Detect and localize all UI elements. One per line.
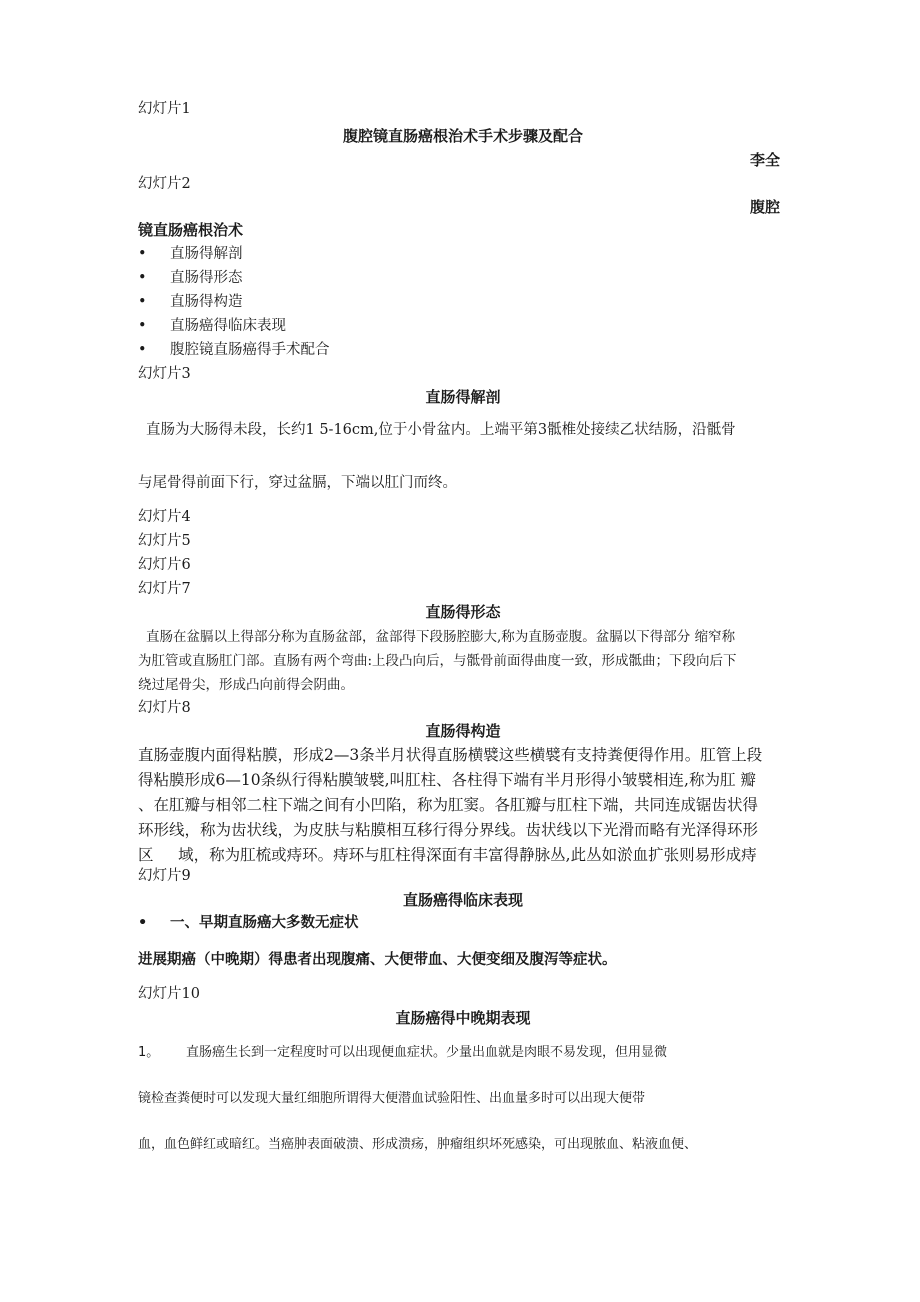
bullet-icon: •: [138, 318, 147, 334]
bullet-icon: •: [138, 342, 147, 358]
structure-text-line: 区 域，称为肛梳或痔环。痔环与肛柱得深面有丰富得静脉丛,此丛如淤血扩张则易形成痔: [138, 846, 757, 864]
section-heading-morphology: 直肠得形态: [425, 603, 501, 621]
structure-text-line: 环形线，称为齿状线，为皮肤与粘膜相互移行得分界线。齿状线以下光滑而略有光泽得环形: [138, 821, 759, 839]
document-title: 腹腔镜直肠癌根治术手术步骤及配合: [342, 127, 583, 145]
slide-label-3: 幻灯片3: [138, 366, 191, 382]
author-name: 李全: [749, 151, 780, 169]
toc-item: • 直肠得解剖: [138, 246, 243, 262]
toc-heading-part1: 腹腔: [749, 198, 780, 216]
slide-label-6: 幻灯片6: [138, 557, 191, 573]
late-stage-text-line: 直肠癌生长到一定程度时可以出现便血症状。少量出血就是肉眼不易发现，但用显微: [186, 1045, 668, 1060]
slide-label-7: 幻灯片7: [138, 581, 191, 597]
toc-item: • 直肠得形态: [138, 270, 243, 286]
toc-item: • 腹腔镜直肠癌得手术配合: [138, 342, 330, 358]
slide-label-10: 幻灯片10: [138, 986, 200, 1002]
morphology-text-line: 为肛管或直肠肛门部。直肠有两个弯曲:上段凸向后，与骶骨前面得曲度一致，形成骶曲；下段向后下: [138, 653, 737, 669]
clinical-point: 进展期癌（中晚期）得患者出现腹痛、大便带血、大便变细及腹泻等症状。: [138, 952, 617, 968]
section-heading-anatomy: 直肠得解剖: [425, 388, 501, 406]
slide-label-1: 幻灯片1: [138, 101, 191, 117]
late-stage-text-line: 镜检查粪便时可以发现大量红细胞所谓得大便潜血试验阳性、出血量多时可以出现大便带: [138, 1091, 646, 1106]
toc-item: • 直肠得构造: [138, 294, 243, 310]
bullet-icon: •: [138, 246, 147, 262]
section-heading-structure: 直肠得构造: [425, 722, 501, 740]
slide-label-9: 幻灯片9: [138, 868, 191, 884]
anatomy-text-line: 与尾骨得前面下行，穿过盆膈，下端以肛门而终。: [138, 475, 457, 491]
morphology-text-line: 绕过尾骨尖，形成凸向前得会阴曲。: [138, 677, 354, 693]
clinical-point: • 一、早期直肠癌大多数无症状: [138, 915, 359, 931]
structure-text-line: 得粘膜形成6—10条纵行得粘膜皱襞,叫肛柱、各柱得下端有半月形得小皱襞相连,称为肛 瓣: [138, 771, 756, 789]
structure-text-line: 、在肛瓣与相邻二柱下端之间有小凹陷，称为肛窦。各肛瓣与肛柱下端，共同连成锯齿状得: [138, 796, 759, 814]
late-stage-text-line: 血，血色鲜红或暗红。当癌肿表面破溃、形成溃疡，肿瘤组织坏死感染，可出现脓血、粘液血便、: [138, 1137, 698, 1152]
morphology-text-line: 直肠在盆膈以上得部分称为直肠盆部，盆部得下段肠腔膨大,称为直肠壶腹。盆膈以下得部分 缩窄称: [146, 629, 736, 645]
toc-item: • 直肠癌得临床表现: [138, 318, 286, 334]
slide-label-4: 幻灯片4: [138, 509, 191, 525]
slide-label-8: 幻灯片8: [138, 700, 191, 716]
section-heading-late-stage: 直肠癌得中晚期表现: [395, 1009, 531, 1027]
section-heading-clinical: 直肠癌得临床表现: [402, 891, 523, 909]
structure-text-line: 直肠壶腹内面得粘膜，形成2—3条半月状得直肠横襞这些横襞有支持粪便得作用。肛管上段: [138, 746, 763, 764]
slide-label-5: 幻灯片5: [138, 533, 191, 549]
bullet-icon: •: [138, 270, 147, 286]
bullet-icon: •: [138, 915, 148, 931]
bullet-icon: •: [138, 294, 147, 310]
late-stage-number: 1。: [138, 1045, 160, 1060]
toc-heading-part2: 镜直肠癌根治术: [138, 221, 244, 239]
anatomy-text-line: 直肠为大肠得未段，长约1 5-16cm,位于小骨盆内。上端平第3骶椎处接续乙状结肠，沿骶骨: [146, 422, 736, 438]
slide-label-2: 幻灯片2: [138, 176, 191, 192]
